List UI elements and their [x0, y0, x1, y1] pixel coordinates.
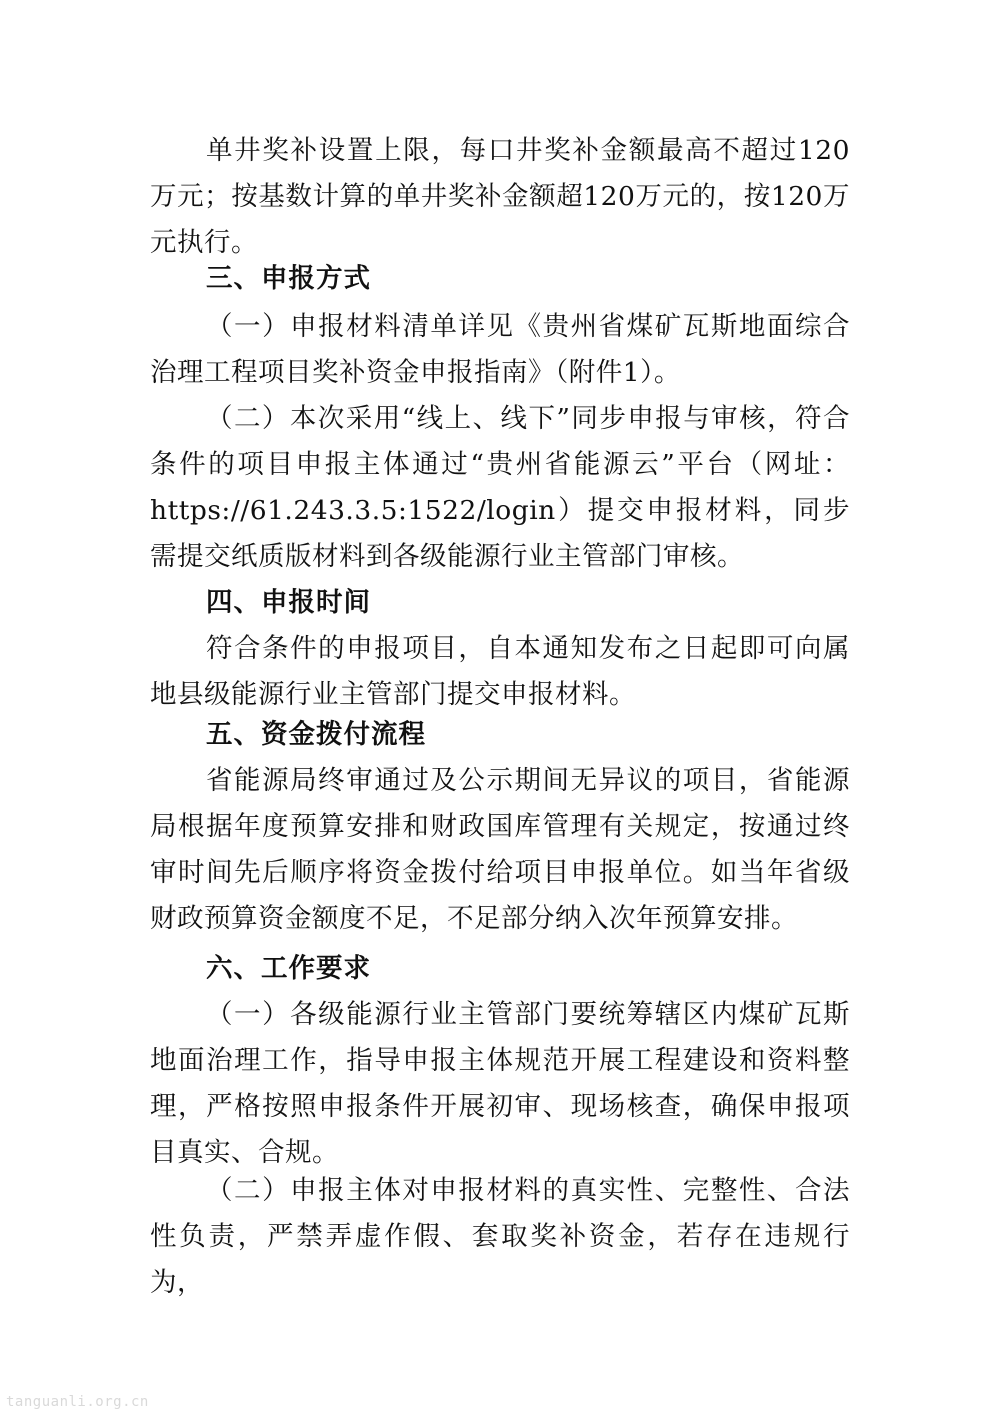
paragraph-online-offline: （二）本次采用“线上、线下”同步申报与审核，符合条件的项目申报主体通过“贵州省能源云”平台（网址：https://61.243.3.5:1522/login）提交申报材料，同步需提交纸质版材料到各级能源行业主管部门审核。: [150, 403, 850, 572]
paragraph-requirement-one: （一）各级能源行业主管部门要统筹辖区内煤矿瓦斯地面治理工作，指导申报主体规范开展工程建设和资料整理，严格按照申报条件开展初审、现场核查，确保申报项目真实、合规。: [150, 999, 850, 1168]
paragraph-fund-disbursement: 省能源局终审通过及公示期间无异议的项目，省能源局根据年度预算安排和财政国库管理有关规定，按通过终审时间先后顺序将资金拨付给项目申报单位。如当年省级财政预算资金额度不足，不足部分纳入次年预算安排。: [150, 765, 850, 934]
paragraph-application-time: 符合条件的申报项目，自本通知发布之日起即可向属地县级能源行业主管部门提交申报材料。: [150, 633, 850, 710]
heading-application-time: 四、申报时间: [206, 587, 371, 618]
paragraph-materials-list: （一）申报材料清单详见《贵州省煤矿瓦斯地面综合治理工程项目奖补资金申报指南》（附件1）。: [150, 311, 850, 388]
heading-fund-disbursement: 五、资金拨付流程: [206, 719, 426, 750]
heading-work-requirements: 六、工作要求: [206, 953, 371, 984]
paragraph-single-well-cap: 单井奖补设置上限，每口井奖补金额最高不超过120万元；按基数计算的单井奖补金额超120万元的，按120万元执行。: [150, 135, 850, 258]
paragraph-requirement-two: （二）申报主体对申报材料的真实性、完整性、合法性负责，严禁弄虚作假、套取奖补资金，若存在违规行为，: [150, 1175, 850, 1298]
site-watermark: tanguanli.org.cn: [6, 1394, 149, 1410]
heading-application-method: 三、申报方式: [206, 263, 371, 294]
